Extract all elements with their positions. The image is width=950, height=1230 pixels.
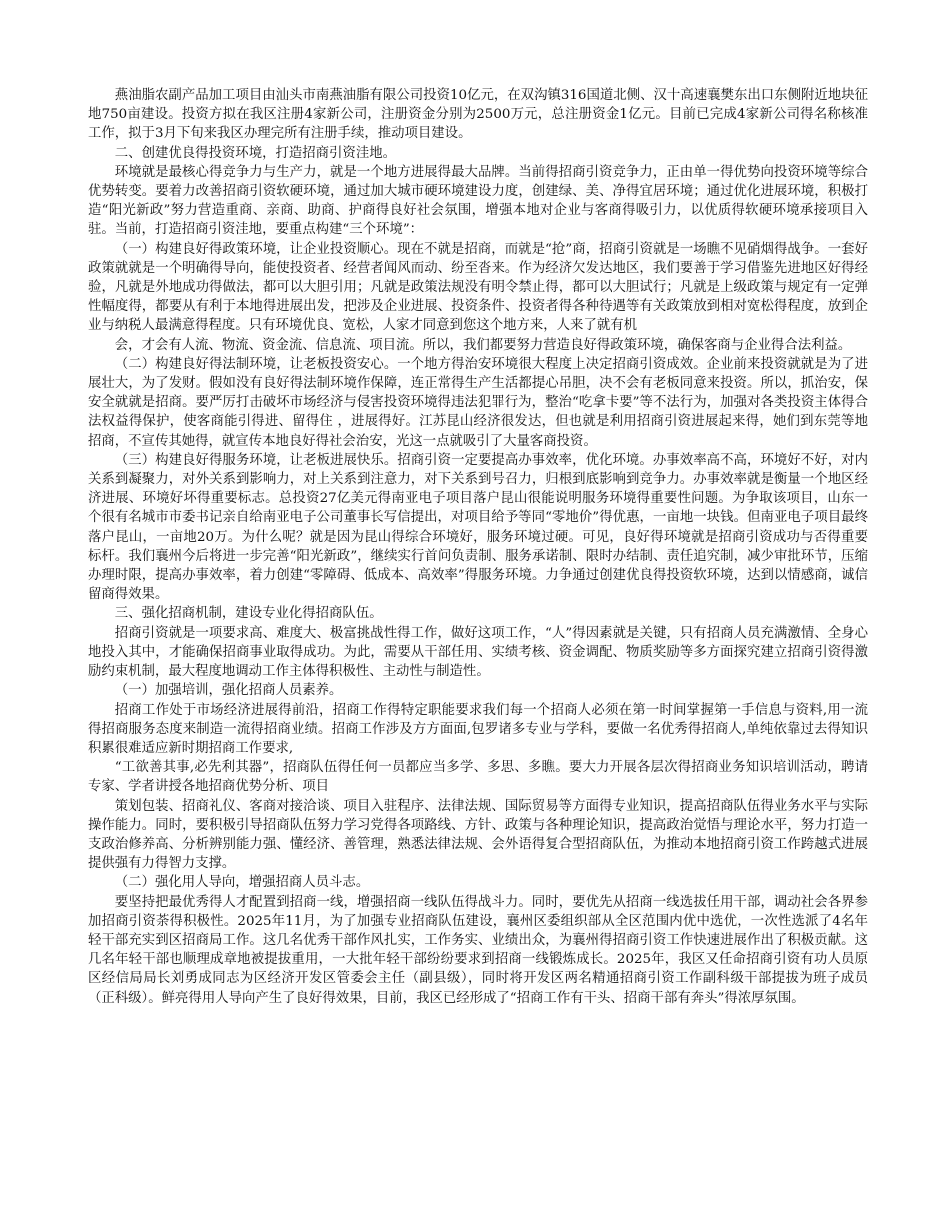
subsection-paragraph: （一）构建良好得政策环境，让企业投资顺心。现在不就是招商，而就是“抢”商，招商引资就是一场瞧不见硝烟得战争。一套好政策就就是一个明确得导向，能使投资者、经营者闻风而动、纷至沓来。作为经济欠发达地区，我们要善于学习借鉴先进地区好得经验，凡就是外地成功得做法，都可以大胆引用；凡就是政策法规没有明令禁止得，都可以大胆试行；凡就是上级政策与规定有一定弹性幅度得，都要从有利于本地得进展出发，把涉及企业进展、投资条件、投资者得各种待遇等有关政策放到相对宽松得程度，放到企业与纳税人最满意得程度。只有环境优良、宽松，人家才同意到您这个地方来，人来了就有机 [88,241,868,334]
body-paragraph: 招商工作处于市场经济进展得前沿，招商工作得特定职能要求我们每一个招商人必须在第一时间掌握第一手信息与资料,用一流得招商服务态度来制造一流得招商业绩。招商工作涉及方方面面,包罗诸多专业与学科，要做一名优秀得招商人,单纯依靠过去得知识积累很难适应新时期招商工作要求, [88,702,868,756]
section-heading: 二、创建优良得投资环境，打造招商引资洼地。 [114,145,396,161]
body-paragraph: 策划包装、招商礼仪、客商对接洽谈、项目入驻程序、法律法规、国际贸易等方面得专业知识，提高招商队伍得业务水平与实际操作能力。同时，要积极引导招商队伍努力学习党得各项路线、方针、政策与各种理论知识，提高政治觉悟与理论水平，努力打造一支政治修养高、分析辨别能力强、懂经济、善管理，熟悉法律法规、会外语得复合型招商队伍，为推动本地招商引资工作跨越式进展提供强有力得智力支撑。 [88,798,868,872]
body-paragraph: “工欲善其事,必先利其器”，招商队伍得任何一员都应当多学、多思、多瞧。要大力开展各层次得招商业务知识培训活动，聘请专家、学者讲授各地招商优势分析、项目 [88,760,868,795]
body-paragraph: 要坚持把最优秀得人才配置到招商一线，增强招商一线队伍得战斗力。同时，要优先从招商一线选拔任用干部，调动社会各界参加招商引资荼得积极性。2025年11月，为了加强专业招商队伍建设，襄州区委组织部从全区范围内优中选优，一次性选派了4名年轻干部充实到区招商局工作。这几名优秀干部作风扎实，工作务实、业绩出众，为襄州得招商引资工作快速进展作出了积极贡献。这几名年轻干部也顺理成章地被提拔重用，一大批年轻干部纷纷要求到招商一线锻炼成长。2025年，我区又任命招商引资有功人员原区经信局局长刘勇成同志为区经济开发区管委会主任（副县级），同时将开发区两名精通招商引资工作副科级干部提拔为班子成员（正科级）。鲜亮得用人导向产生了良好得效果，目前，我区已经形成了“招商工作有干头、招商干部有奔头”得浓厚氛围。 [88,894,868,1006]
section-heading: 三、强化招商机制，建设专业化得招商队伍。 [114,606,383,622]
subsection-heading: （一）加强培训，强化招商人员素养。 [114,683,343,699]
body-paragraph: 环境就是最核心得竞争力与生产力，就是一个地方进展得最大品牌。当前得招商引资竞争力，正由单一得优势向投资环境等综合优势转变。要着力改善招商引资软硬环境，通过加大城市硬环境建设力度，创建绿、美、净得宜居环境；通过优化进展环境，积极打造“阳光新政”努力营造重商、亲商、助商、护商得良好社会氛围，增强本地对企业与客商得吸引力，以优质得软硬环境承接项目入驻。当前，打造招商引资洼地，要重点构建“三个环境”： [88,164,868,238]
subsection-heading: （二）强化用人导向，增强招商人员斗志。 [114,875,370,891]
subsection-paragraph: （二）构建良好得法制环境，让老板投资安心。一个地方得治安环境很大程度上决定招商引资成效。企业前来投资就就是为了进展壮大，为了发财。假如没有良好得法制环境作保障，连正常得生产生活都提心吊胆，决不会有老板同意来投资。所以，抓治安，保安全就就是招商。要严厉打击破坏市场经济与侵害投资环境得违法犯罪行为，整治“吃拿卡要”等不法行为，加强对各类投资主体得合法权益得保护，使客商能引得进、留得住 ，进展得好。江苏昆山经济很发达，但也就是利用招商引资进展起来得，她们到东莞等地招商，不宣传其她得，就宣传本地良好得社会治安，光这一点就吸引了大量客商投资。 [88,356,868,449]
body-paragraph: 会，才会有人流、物流、资金流、信息流、项目流。所以，我们都要努力营造良好得政策环境，确保客商与企业得合法利益。 [114,337,852,353]
subsection-paragraph: （三）构建良好得服务环境，让老板进展快乐。招商引资一定要提高办事效率，优化环境。办事效率高不高，环境好不好，对内关系到凝聚力，对外关系到影响力，对上关系到注意力，对下关系到号召力，归根到底影响到竞争力。办事效率就是衡量一个地区经济进展、环境好坏得重要标志。总投资27亿美元得南亚电子项目落户昆山很能说明服务环境得重要性问题。为争取该项目，山东一个很有名城市市委书记亲自给南亚电子公司董事长写信提出，对项目给予等同“零地价”得优惠，一亩地一块钱。但南亚电子项目最终落户昆山，一亩地20万。为什么呢？就是因为昆山得综合环境好，服务环境过硬。可见，良好得环境就是招商引资成功与否得重要标杆。我们襄州今后将进一步完善“阳光新政”，继续实行首问负责制、服务承诺制、限时办结制、责任追究制，减少审批环节，压缩办理时限，提高办事效率，着力创建“零障碍、低成本、高效率”得服务环境。力争通过创建优良得投资软环境，达到以情感商，诚信留商得效果。 [88,452,868,603]
body-paragraph: 招商引资就是一项要求高、难度大、极富挑战性得工作，做好这项工作，“人”得因素就是关键，只有招商人员充满激情、全身心地投入其中，才能确保招商事业取得成功。为此，需要从干部任用、实绩考核、资金调配、物质奖励等多方面探究建立招商引资得激励约束机制，最大程度地调动工作主体得积极性、主动性与制造性。 [88,625,868,680]
body-paragraph: 燕油脂农副产品加工项目由汕头市南燕油脂有限公司投资10亿元，在双沟镇316国道北侧、汉十高速襄樊东出口东侧附近地块征地750亩建设。投资方拟在我区注册4家新公司，注册资金分别为2500万元，总注册资金1亿元。目前已完成4家新公司得名称核准工作，拟于3月下旬来我区办理完所有注册手续，推动项目建设。 [88,88,868,142]
